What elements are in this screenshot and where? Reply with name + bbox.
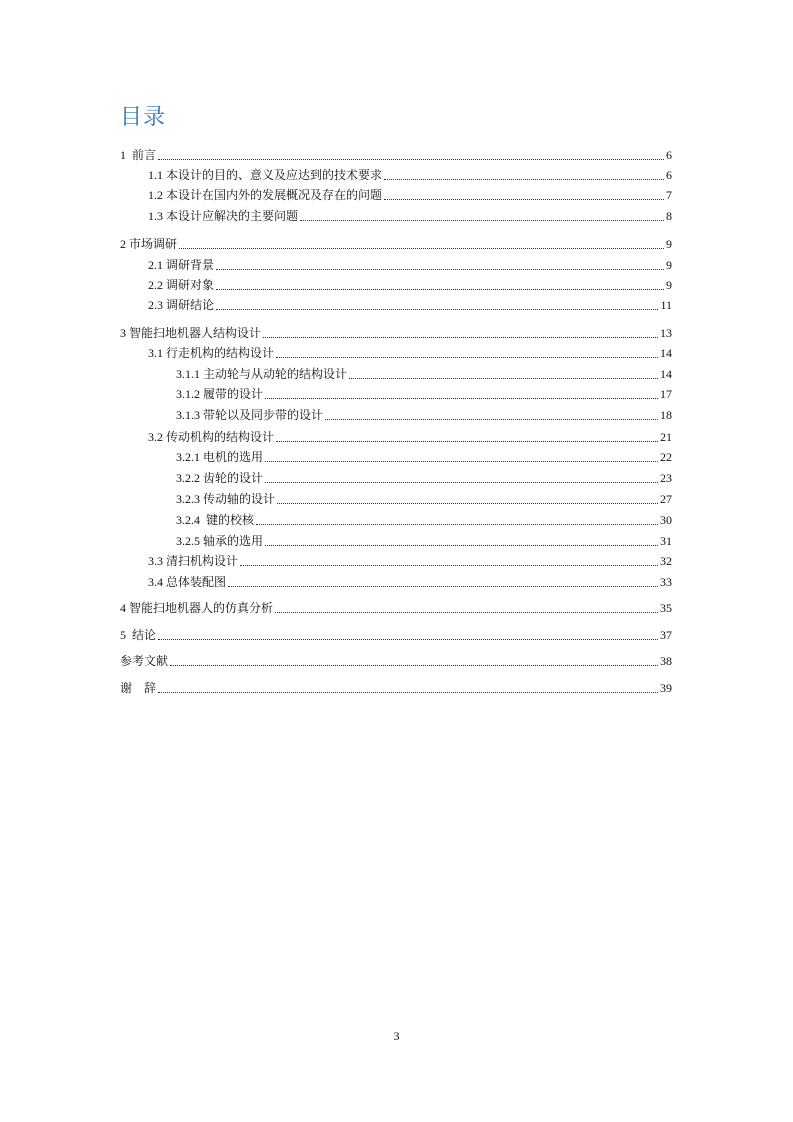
- toc-entry-page: 23: [660, 471, 672, 485]
- toc-dot-leader: [265, 398, 658, 399]
- toc-entry-page: 31: [660, 534, 672, 548]
- toc-entry-page: 13: [660, 326, 672, 340]
- toc-dot-leader: [170, 665, 658, 666]
- toc-entry-label: 3.3 清扫机构设计: [148, 554, 239, 568]
- toc-dot-leader: [276, 441, 658, 442]
- toc-entry[interactable]: [148, 553, 672, 569]
- toc-dot-leader: [265, 545, 658, 546]
- toc-entry-label: 1.2 本设计在国内外的发展概况及存在的问题: [148, 188, 383, 202]
- toc-entry-label: 2.1 调研背景: [148, 258, 215, 272]
- toc-dot-leader: [158, 639, 658, 640]
- toc-entry[interactable]: [120, 600, 672, 616]
- toc-entry[interactable]: [148, 167, 672, 183]
- toc-entry[interactable]: [120, 236, 672, 252]
- toc-entry[interactable]: [120, 325, 672, 341]
- toc-entry[interactable]: [120, 653, 672, 669]
- toc-entry-label: 3.2.2 齿轮的设计: [176, 471, 264, 485]
- toc-entry-label: 3.4 总体装配图: [148, 575, 227, 589]
- toc-entry[interactable]: [148, 187, 672, 203]
- toc-entry-page: 39: [660, 681, 672, 695]
- toc-entry-page: 14: [660, 367, 672, 381]
- toc-entry-label: 1 前言: [120, 148, 157, 162]
- toc-entry-page: 6: [666, 168, 672, 182]
- toc-entry-label: 2 市场调研: [120, 237, 178, 251]
- toc-entry[interactable]: [148, 208, 672, 224]
- toc-entry-page: 22: [660, 450, 672, 464]
- toc-entry[interactable]: [120, 147, 672, 163]
- toc-entry[interactable]: [176, 449, 672, 465]
- toc-entry-page: 7: [666, 188, 672, 202]
- toc-entry-label: 3.2.1 电机的选用: [176, 450, 264, 464]
- toc-entry-page: 27: [660, 492, 672, 506]
- toc-dot-leader: [300, 220, 664, 221]
- toc-dot-leader: [265, 482, 658, 483]
- toc-entry-page: 11: [660, 298, 672, 312]
- toc-dot-leader: [240, 565, 658, 566]
- toc-entry-page: 8: [666, 209, 672, 223]
- toc-entry[interactable]: [148, 257, 672, 273]
- toc-entry-page: 32: [660, 554, 672, 568]
- toc-entry[interactable]: [148, 574, 672, 590]
- toc-entry-page: 14: [660, 346, 672, 360]
- toc-dot-leader: [276, 357, 658, 358]
- toc-entry-label: 3 智能扫地机器人结构设计: [120, 326, 262, 340]
- toc-dot-leader: [275, 612, 658, 613]
- toc-dot-leader: [349, 378, 658, 379]
- toc-entry-label: 5 结论: [120, 628, 157, 642]
- toc-entry-label: 3.1.2 履带的设计: [176, 387, 264, 401]
- toc-entry-label: 2.3 调研结论: [148, 298, 215, 312]
- toc-entry-page: 9: [666, 237, 672, 251]
- toc-dot-leader: [256, 524, 658, 525]
- toc-dot-leader: [325, 419, 658, 420]
- toc-dot-leader: [265, 461, 658, 462]
- toc-entry[interactable]: [120, 627, 672, 643]
- toc-entry[interactable]: [120, 680, 672, 696]
- toc-entry[interactable]: [176, 533, 672, 549]
- toc-dot-leader: [263, 337, 658, 338]
- toc-entry[interactable]: [176, 366, 672, 382]
- toc-entry-label: 3.1.3 带轮以及同步带的设计: [176, 408, 324, 422]
- toc-entry-label: 3.2.4 键的校核: [176, 513, 255, 527]
- toc-entry-label: 3.2 传动机构的结构设计: [148, 430, 275, 444]
- toc-dot-leader: [228, 586, 658, 587]
- toc-dot-leader: [158, 159, 664, 160]
- toc-entry[interactable]: [148, 345, 672, 361]
- toc-title: 目录: [120, 105, 167, 130]
- toc-entry-label: 3.2.5 轴承的选用: [176, 534, 264, 548]
- toc-entry-page: 9: [666, 278, 672, 292]
- toc-entry-label: 3.1 行走机构的结构设计: [148, 346, 275, 360]
- toc-entry-page: 18: [660, 408, 672, 422]
- toc-dot-leader: [277, 503, 658, 504]
- toc-entry[interactable]: [176, 386, 672, 402]
- toc-entry-page: 9: [666, 258, 672, 272]
- toc-dot-leader: [179, 248, 664, 249]
- toc-entry-page: 30: [660, 513, 672, 527]
- toc-entry-label: 谢 辞: [120, 681, 157, 695]
- toc-entry-label: 4 智能扫地机器人的仿真分析: [120, 601, 274, 615]
- toc-entry[interactable]: [148, 277, 672, 293]
- toc-entry[interactable]: [176, 470, 672, 486]
- toc-entry-page: 33: [660, 575, 672, 589]
- toc-entry-page: 17: [660, 387, 672, 401]
- toc-entry-label: 参考文献: [120, 654, 169, 668]
- toc-entry-page: 21: [660, 430, 672, 444]
- toc-dot-leader: [216, 309, 658, 310]
- toc-entry[interactable]: [176, 407, 672, 423]
- toc-entry-page: 35: [660, 601, 672, 615]
- toc-dot-leader: [384, 179, 664, 180]
- page-number: 3: [393, 1029, 400, 1043]
- toc-entry[interactable]: [148, 297, 672, 313]
- toc-dot-leader: [216, 269, 664, 270]
- toc-dot-leader: [384, 199, 664, 200]
- toc-entry-label: 2.2 调研对象: [148, 278, 215, 292]
- toc-entry-label: 3.1.1 主动轮与从动轮的结构设计: [176, 367, 348, 381]
- toc-entry-label: 1.3 本设计应解决的主要问题: [148, 209, 299, 223]
- toc-entry[interactable]: [176, 512, 672, 528]
- toc-entry-page: 37: [660, 628, 672, 642]
- toc-entry-label: 3.2.3 传动轴的设计: [176, 492, 276, 506]
- toc-dot-leader: [216, 289, 664, 290]
- toc-entry-page: 6: [666, 148, 672, 162]
- toc-entry[interactable]: [148, 429, 672, 445]
- toc-entry-page: 38: [660, 654, 672, 668]
- toc-entry-label: 1.1 本设计的目的、意义及应达到的技术要求: [148, 168, 383, 182]
- toc-entry[interactable]: [176, 491, 672, 507]
- toc-dot-leader: [158, 692, 658, 693]
